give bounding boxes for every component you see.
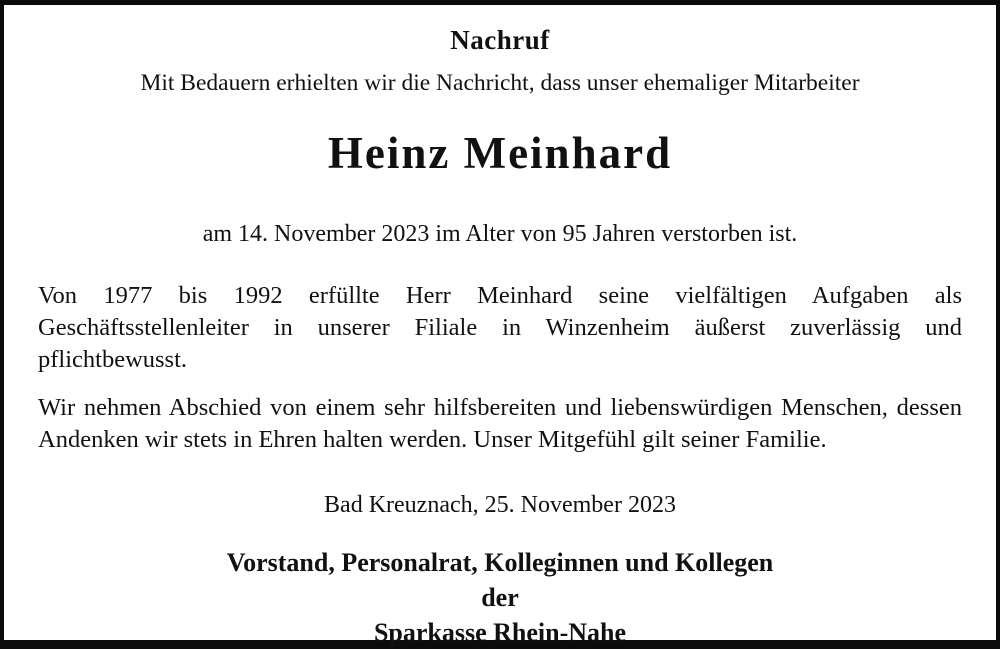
signature-line-3: Sparkasse Rhein-Nahe bbox=[373, 618, 627, 647]
place-and-date-line: Bad Kreuznach, 25. November 2023 bbox=[324, 492, 676, 518]
intro-line: Mit Bedauern erhielten wir die Nachricht, dass unser ehemaliger Mitarbeiter bbox=[140, 70, 860, 96]
deceased-name: Heinz Meinhard bbox=[327, 128, 673, 178]
notice-kicker: Nachruf bbox=[450, 25, 550, 55]
death-line: am 14. November 2023 im Alter von 95 Jahren verstorben ist. bbox=[202, 221, 798, 247]
signature-block bbox=[38, 545, 962, 649]
signature-line-1: Vorstand, Personalrat, Kolleginnen und Kollegen bbox=[226, 548, 774, 577]
signature-line-2: der bbox=[481, 583, 519, 612]
body-paragraph-1: Von 1977 bis 1992 erfüllte Herr Meinhard seine vielfältigen Aufgaben als Geschäftsstellenleiter in unserer Filiale in Winzenheim äußerst zuverlässig und pflichtbewusst. bbox=[38, 282, 962, 373]
body-paragraph-2: Wir nehmen Abschied von einem sehr hilfsbereiten und liebenswürdigen Menschen, dessen Andenken wir stets in Ehren halten werden. Unser Mitgefühl gilt seiner Familie. bbox=[38, 394, 962, 453]
